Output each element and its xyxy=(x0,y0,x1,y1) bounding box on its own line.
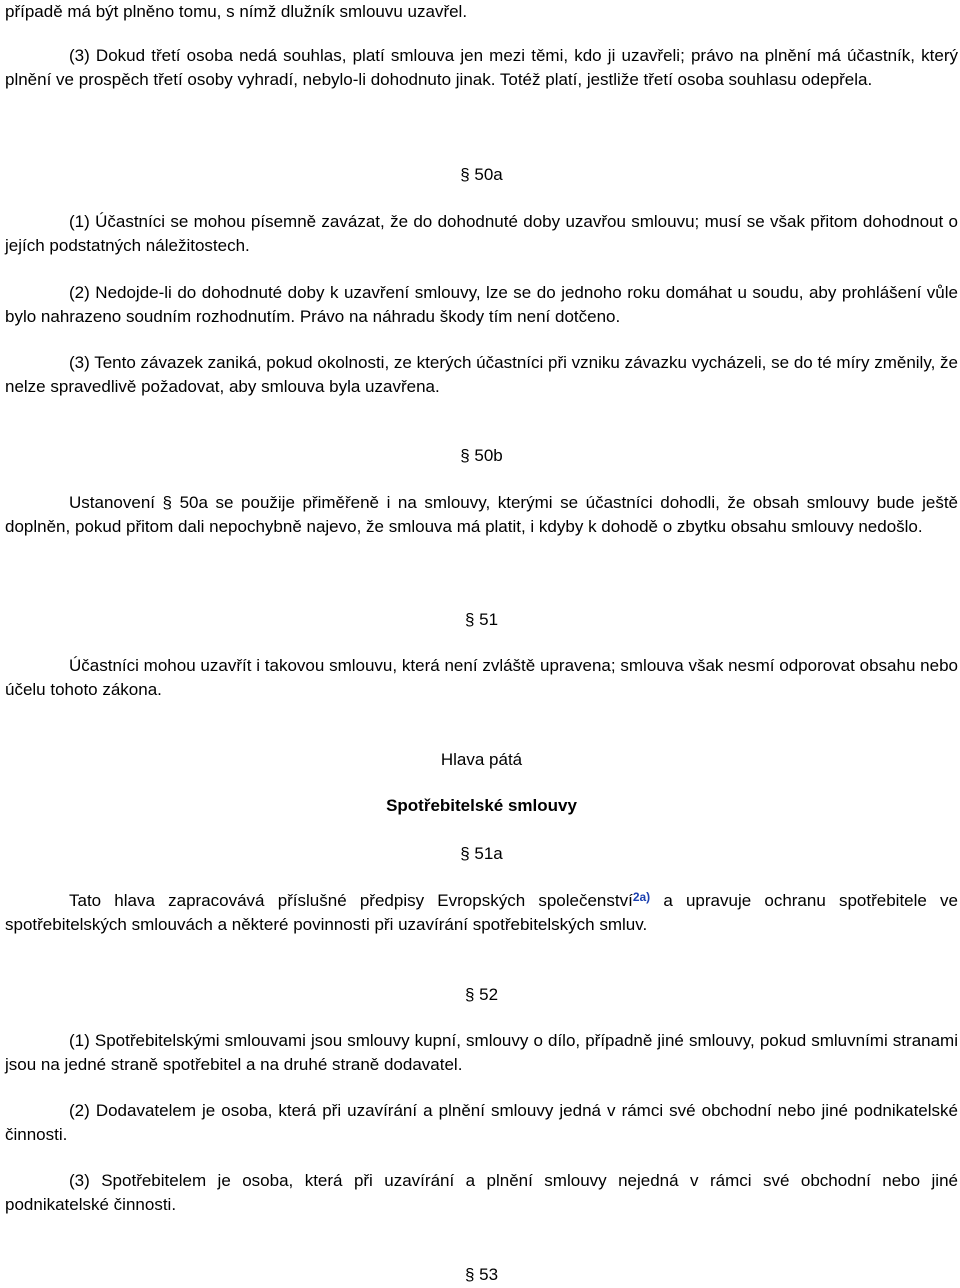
section-heading-51: § 51 xyxy=(464,610,499,629)
paragraph-50b: Ustanovení § 50a se použije přiměřeně i na smlouvy, kterými se účastníci dohodli, že obsah smlouvy bude ještě doplněn, pokud přitom dali nepochybně najevo, že smlouva má platit, i kdyby k dohodě o zbytku obsahu smlouvy nedošlo. xyxy=(5,493,958,536)
section-heading-52: § 52 xyxy=(464,985,499,1004)
paragraph-51: Účastníci mohou uzavřít i takovou smlouvu, která není zvláště upravena; smlouva však nesmí odporovat obsahu nebo účelu tohoto zákona. xyxy=(5,656,958,699)
section-heading-53: § 53 xyxy=(464,1265,499,1284)
section-heading-50b: § 50b xyxy=(460,446,503,465)
paragraph-52-3: (3) Spotřebitelem je osoba, která při uzavírání a plnění smlouvy nejedná v rámci své obchodní nebo jiné podnikatelské činnosti. xyxy=(5,1171,958,1214)
part-title: Hlava pátá xyxy=(440,750,523,769)
section-heading-50a: § 50a xyxy=(460,165,503,184)
paragraph-50-3: (3) Dokud třetí osoba nedá souhlas, platí smlouva jen mezi těmi, kdo ji uzavřeli; právo na plnění má účastník, který plnění ve prospěch třetí osoby vyhradí, nebylo-li dohodnuto jinak. Totéž platí, jestliže třetí osoba souhlasu odepřela. xyxy=(5,46,958,89)
paragraph-continuation: případě má být plněno tomu, s nímž dlužník smlouvu uzavřel. xyxy=(5,2,468,21)
section-heading-51a: § 51a xyxy=(460,844,503,863)
paragraph-50a-2: (2) Nedojde-li do dohodnuté doby k uzavření smlouvy, lze se do jednoho roku domáhat u soudu, aby prohlášení vůle bylo nahrazeno soudním rozhodnutím. Právo na náhradu škody tím není dotčeno. xyxy=(5,283,958,326)
paragraph-50a-1: (1) Účastníci se mohou písemně zavázat, že do dohodnuté doby uzavřou smlouvu; musí se však přitom dohodnout o jejích podstatných náležitostech. xyxy=(5,212,958,255)
paragraph-52-1: (1) Spotřebitelskými smlouvami jsou smlouvy kupní, smlouvy o dílo, případně jiné smlouvy, pokud smluvními stranami jsou na jedné straně spotřebitel a na druhé straně dodavatel. xyxy=(5,1031,958,1074)
paragraph-51a-text-tail: a upravuje ochranu spotřebitele ve spotřebitelských smlouvách a některé povinnosti při uzavírání spotřebitelských smluv. xyxy=(5,891,958,934)
paragraph-51a-text: Tato hlava zapracovává příslušné předpisy Evropských společenství xyxy=(69,891,633,910)
paragraph-50a-3: (3) Tento závazek zaniká, pokud okolnosti, ze kterých účastníci při vzniku závazku vycházeli, se do té míry změnily, že nelze spravedlivě požadovat, aby smlouva byla uzavřena. xyxy=(5,353,958,396)
paragraph-51a xyxy=(5,889,958,936)
part-subtitle: Spotřebitelské smlouvy xyxy=(386,796,577,815)
document-page xyxy=(5,0,958,1288)
footnote-reference-link[interactable]: 2a) xyxy=(632,890,651,904)
paragraph-52-2: (2) Dodavatelem je osoba, která při uzavírání a plnění smlouvy jedná v rámci své obchodní nebo jiné podnikatelské činnosti. xyxy=(5,1101,958,1144)
